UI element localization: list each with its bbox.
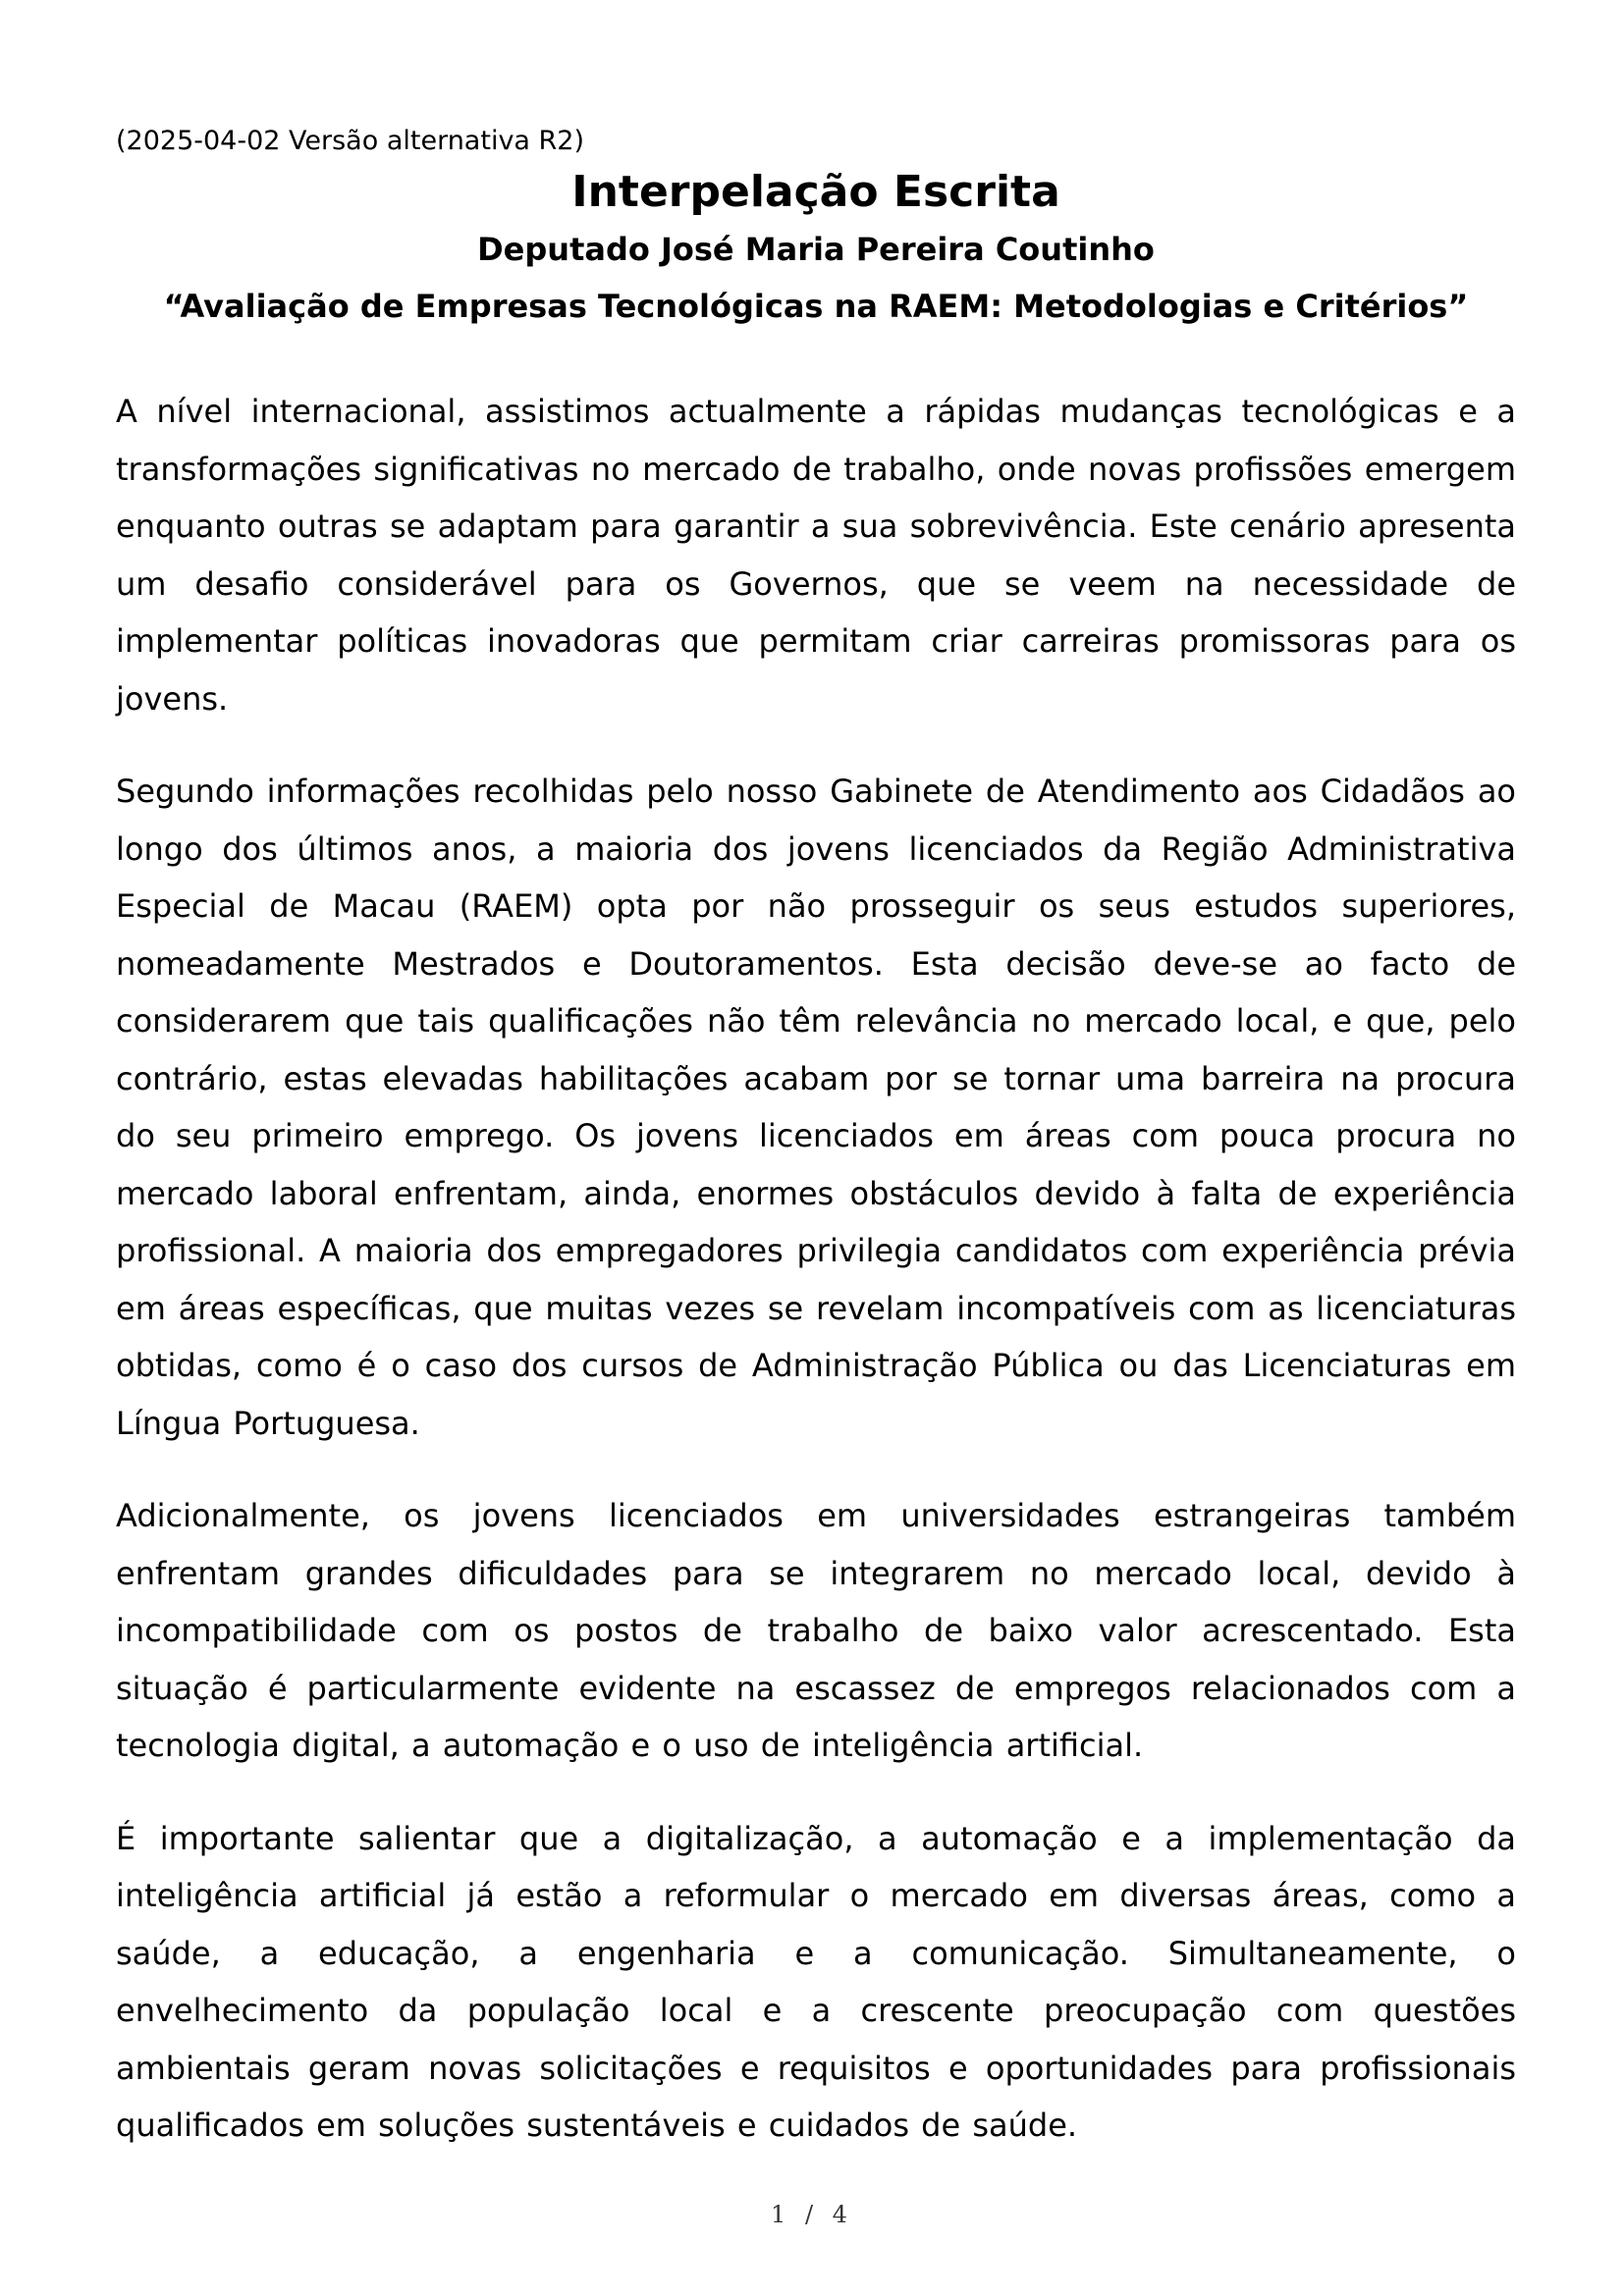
paragraph-1: A nível internacional, assistimos actualmente a rápidas mudanças tecnológicas e a transformações significativas no mercado de trabalho, onde novas profissões emergem enquanto outras se adaptam para garantir a sua sobrevivência. Este cenário apresenta um desafio considerável para os Governos, que se veem na necessidade de implementar políticas inovadoras que permitam criar carreiras promissoras para os jovens. [116,393,1516,718]
document-title: Interpelação Escrita [571,167,1060,217]
paragraph-2: Segundo informações recolhidas pelo nosso Gabinete de Atendimento aos Cidadãos ao longo dos últimos anos, a maioria dos jovens licenciados da Região Administrativa Especial de Macau (RAEM) opta por não prosseguir os seus estudos superiores, nomeadamente Mestrados e Doutoramentos. Esta decisão deve-se ao facto de considerarem que tais qualificações não têm relevância no mercado local, e que, pelo contrário, estas elevadas habilitações acabam por se tornar uma barreira na procura do seu primeiro emprego. Os jovens licenciados em áreas com pouca procura no mercado laboral enfrentam, ainda, enormes obstáculos devido à falta de experiência profissional. A maioria dos empregadores privilegia candidatos com experiência prévia em áreas específicas, que muitas vezes se revelam incompatíveis com as licenciaturas obtidas, como é o caso dos cursos de Administração Pública ou das Licenciaturas em Língua Portuguesa. [116,773,1516,1442]
document-author: Deputado José Maria Pereira Coutinho [477,231,1155,268]
page-number: 1 / 4 [771,2201,853,2228]
version-note: (2025-04-02 Versão alternativa R2) [116,126,585,156]
paragraph-4: É importante salientar que a digitalização, a automação e a implementação da inteligência artificial já estão a reformular o mercado em diversas áreas, como a saúde, a educação, a engenharia e a comunicação. Simultaneamente, o envelhecimento da população local e a crescente preocupação com questões ambientais geram novas solicitações e requisitos e oportunidades para profissionais qualificados em soluções sustentáveis e cuidados de saúde. [116,1819,1516,2144]
document-body [116,383,1516,2155]
document-subject: “Avaliação de Empresas Tecnológicas na RAEM: Metodologias e Critérios” [163,288,1469,325]
paragraph-3: Adicionalmente, os jovens licenciados em universidades estrangeiras também enfrentam grandes dificuldades para se integrarem no mercado local, devido à incompatibilidade com os postos de trabalho de baixo valor acrescentado. Esta situação é particularmente evidente na escassez de empregos relacionados com a tecnologia digital, a automação e o uso de inteligência artificial. [116,1497,1516,1764]
